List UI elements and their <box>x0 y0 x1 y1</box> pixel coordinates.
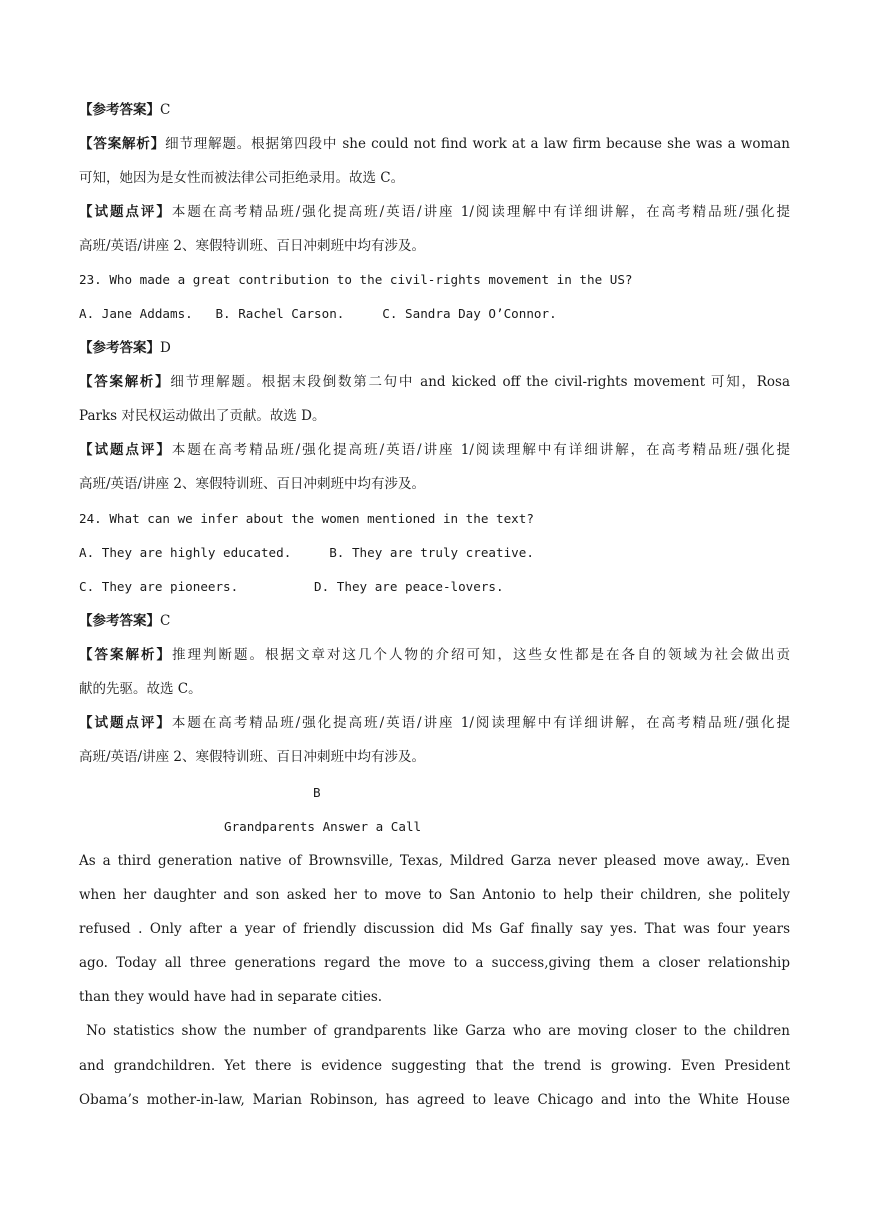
answer-line <box>79 338 790 358</box>
answer-line <box>79 100 790 120</box>
analysis-text: 推理判断题。根据文章对这几个人物的介绍可知，这些女性都是在各自的领域为社会做出贡 <box>172 647 790 663</box>
comment-tag: 【试题点评】 <box>79 204 172 220</box>
passage-line: As a third generation native of Brownsville, Texas, Mildred Garza never pleased move away,. Even <box>79 853 790 869</box>
passage-line: Obama’s mother-in-law, Marian Robinson, has agreed to leave Chicago and into the White House <box>79 1092 790 1108</box>
analysis-tag: 【答案解析】 <box>79 374 171 390</box>
passage-line: No statistics show the number of grandparents like Garza who are moving closer to the children <box>79 1023 790 1039</box>
question-23-options: A. Jane Addams. B. Rachel Carson. C. Sandra Day O’Connor. <box>79 306 557 321</box>
answer-tag: 【参考答案】 <box>79 102 160 118</box>
comment-text: 本题在高考精品班/强化提高班/英语/讲座 1/阅读理解中有详细讲解，在高考精品班/强化提 <box>171 442 790 458</box>
passage-title: Grandparents Answer a Call <box>224 819 422 834</box>
analysis-line-2: Parks 对民权运动做出了贡献。故选 D。 <box>79 408 326 424</box>
comment-text: 本题在高考精品班/强化提高班/英语/讲座 1/阅读理解中有详细讲解，在高考精品班/强化提 <box>171 715 790 731</box>
comment-line-2: 高班/英语/讲座 2、寒假特训班、百日冲刺班中均有涉及。 <box>79 749 425 765</box>
comment-tag: 【试题点评】 <box>79 715 172 731</box>
answer-value: C <box>160 102 171 118</box>
analysis-line-2: 献的先驱。故选 C。 <box>79 681 202 697</box>
comment-line-2: 高班/英语/讲座 2、寒假特训班、百日冲刺班中均有涉及。 <box>79 238 425 254</box>
comment-line-2: 高班/英语/讲座 2、寒假特训班、百日冲刺班中均有涉及。 <box>79 476 425 492</box>
answer-value: D <box>160 340 171 356</box>
comment-line <box>79 202 790 222</box>
analysis-line-2: 可知，她因为是女性而被法律公司拒绝录用。故选 C。 <box>79 170 405 186</box>
passage-line: when her daughter and son asked her to move to San Antonio to help their children, she politely <box>79 887 790 903</box>
analysis-line <box>79 372 790 392</box>
passage-line: ago. Today all three generations regard the move to a success,giving them a closer relationship <box>79 955 790 971</box>
answer-tag: 【参考答案】 <box>79 613 160 629</box>
question-24-options-2: C. They are pioneers. D. They are peace-lovers. <box>79 579 504 594</box>
passage-line: refused . Only after a year of friendly discussion did Ms Gaf finally say yes. That was four years <box>79 921 790 937</box>
answer-line <box>79 611 790 631</box>
analysis-text: 细节理解题。根据第四段中 she could not find work at a law firm because she was a woman <box>165 136 790 152</box>
passage-line: and grandchildren. Yet there is evidence suggesting that the trend is growing. Even President <box>79 1058 790 1074</box>
answer-value: C <box>160 613 171 629</box>
comment-line <box>79 440 790 460</box>
comment-line <box>79 713 790 733</box>
section-label: B <box>313 785 321 800</box>
analysis-tag: 【答案解析】 <box>79 136 166 152</box>
analysis-line <box>79 645 790 665</box>
comment-tag: 【试题点评】 <box>79 442 172 458</box>
question-24-options-1: A. They are highly educated. B. They are truly creative. <box>79 545 534 560</box>
analysis-text: 细节理解题。根据末段倒数第二句中 and kicked off the civil-rights movement 可知，Rosa <box>170 374 790 390</box>
answer-tag: 【参考答案】 <box>79 340 160 356</box>
question-23: 23. Who made a great contribution to the civil-rights movement in the US? <box>79 272 633 287</box>
analysis-line <box>79 134 790 154</box>
analysis-tag: 【答案解析】 <box>79 647 172 663</box>
question-24: 24. What can we infer about the women mentioned in the text? <box>79 511 534 526</box>
passage-line: than they would have had in separate cities. <box>79 989 383 1005</box>
comment-text: 本题在高考精品班/强化提高班/英语/讲座 1/阅读理解中有详细讲解，在高考精品班/强化提 <box>171 204 790 220</box>
